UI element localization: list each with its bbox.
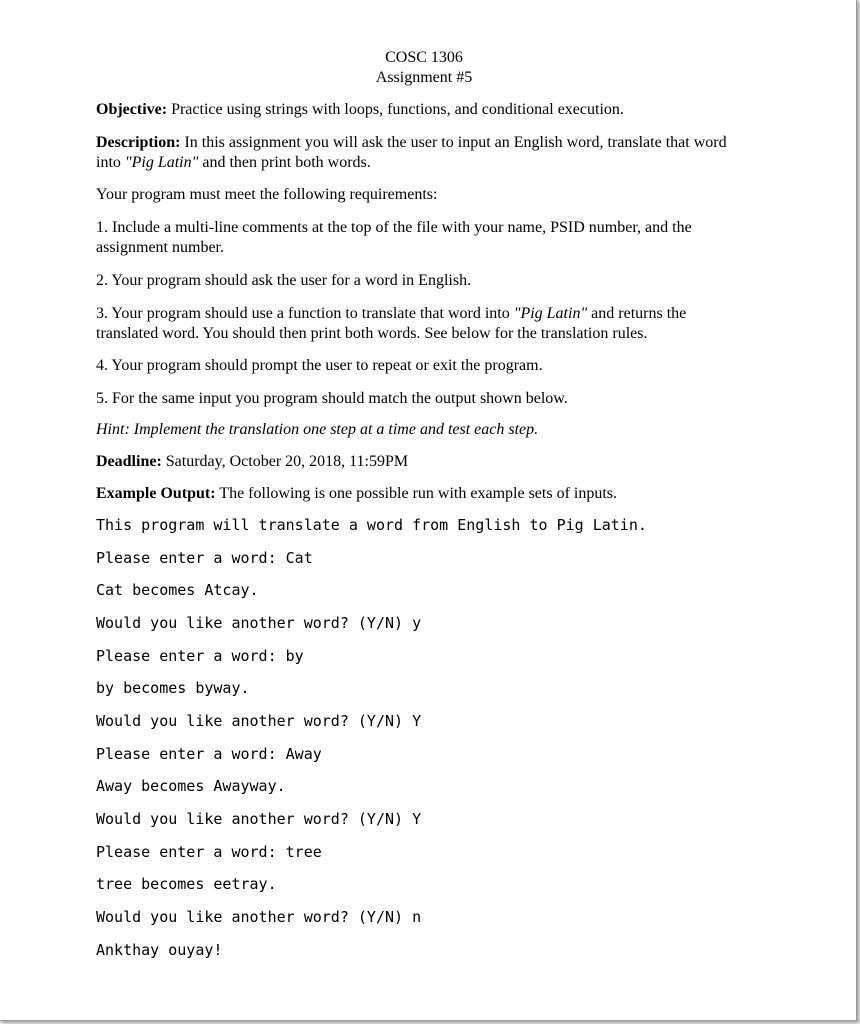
output-line-8: Please enter a word: Away xyxy=(96,745,322,763)
requirement-2: 2. Your program should ask the user for a word in English. xyxy=(96,272,472,289)
output-line-11: Please enter a word: tree xyxy=(96,843,322,861)
example-paragraph xyxy=(96,484,746,504)
description-label: Description: xyxy=(96,134,181,151)
output-line-3: Cat becomes Atcay. xyxy=(96,581,259,599)
requirement-3-before: 3. Your program should use a function to translate that word into xyxy=(96,305,514,322)
description-text-after: and then print both words. xyxy=(198,154,371,171)
objective-text: Practice using strings with loops, functions, and conditional execution. xyxy=(167,101,624,118)
course-title: COSC 1306 xyxy=(385,49,463,66)
assignment-title: Assignment #5 xyxy=(375,69,473,86)
output-line-12: tree becomes eetray. xyxy=(96,875,277,893)
output-line-7: Would you like another word? (Y/N) Y xyxy=(96,712,422,730)
requirement-1: 1. Include a multi-line comments at the top of the file with your name, PSID number, and the assignment number. xyxy=(96,219,692,256)
output-line-9: Away becomes Awayway. xyxy=(96,777,286,795)
document-content xyxy=(96,48,746,960)
output-line-1: This program will translate a word from English to Pig Latin. xyxy=(96,516,647,534)
output-line-10: Would you like another word? (Y/N) Y xyxy=(96,810,422,828)
deadline-label: Deadline: xyxy=(96,453,162,470)
deadline-text: Saturday, October 20, 2018, 11:59PM xyxy=(161,453,409,470)
output-line-4: Would you like another word? (Y/N) y xyxy=(96,614,422,632)
output-line-2: Please enter a word: Cat xyxy=(96,549,313,567)
description-paragraph xyxy=(96,133,746,173)
output-line-5: Please enter a word: by xyxy=(96,647,304,665)
requirement-3-italic: "Pig Latin" xyxy=(513,305,588,322)
description-text-before: In this assignment you will ask the user to input an English word, translate that word into xyxy=(96,134,727,171)
requirements-intro: Your program must meet the following requirements: xyxy=(96,186,438,203)
document-header xyxy=(96,48,752,88)
example-label: Example Output: xyxy=(96,485,216,502)
hint-text: Hint: Implement the translation one step at a time and test each step. xyxy=(96,421,539,438)
requirement-5: 5. For the same input you program should match the output shown below. xyxy=(96,390,568,407)
description-italic: "Pig Latin" xyxy=(124,154,199,171)
output-line-6: by becomes byway. xyxy=(96,679,250,697)
deadline-paragraph xyxy=(96,452,746,472)
output-line-14: Ankthay ouyay! xyxy=(96,941,223,959)
objective-paragraph xyxy=(96,100,746,120)
requirement-4: 4. Your program should prompt the user to repeat or exit the program. xyxy=(96,357,543,374)
output-line-13: Would you like another word? (Y/N) n xyxy=(96,908,422,926)
objective-label: Objective: xyxy=(96,101,168,118)
requirement-3 xyxy=(96,304,746,344)
requirement-3-after: and returns the translated word. You should then print both words. See below for the translation rules. xyxy=(96,305,687,342)
example-text: The following is one possible run with example sets of inputs. xyxy=(215,485,618,502)
